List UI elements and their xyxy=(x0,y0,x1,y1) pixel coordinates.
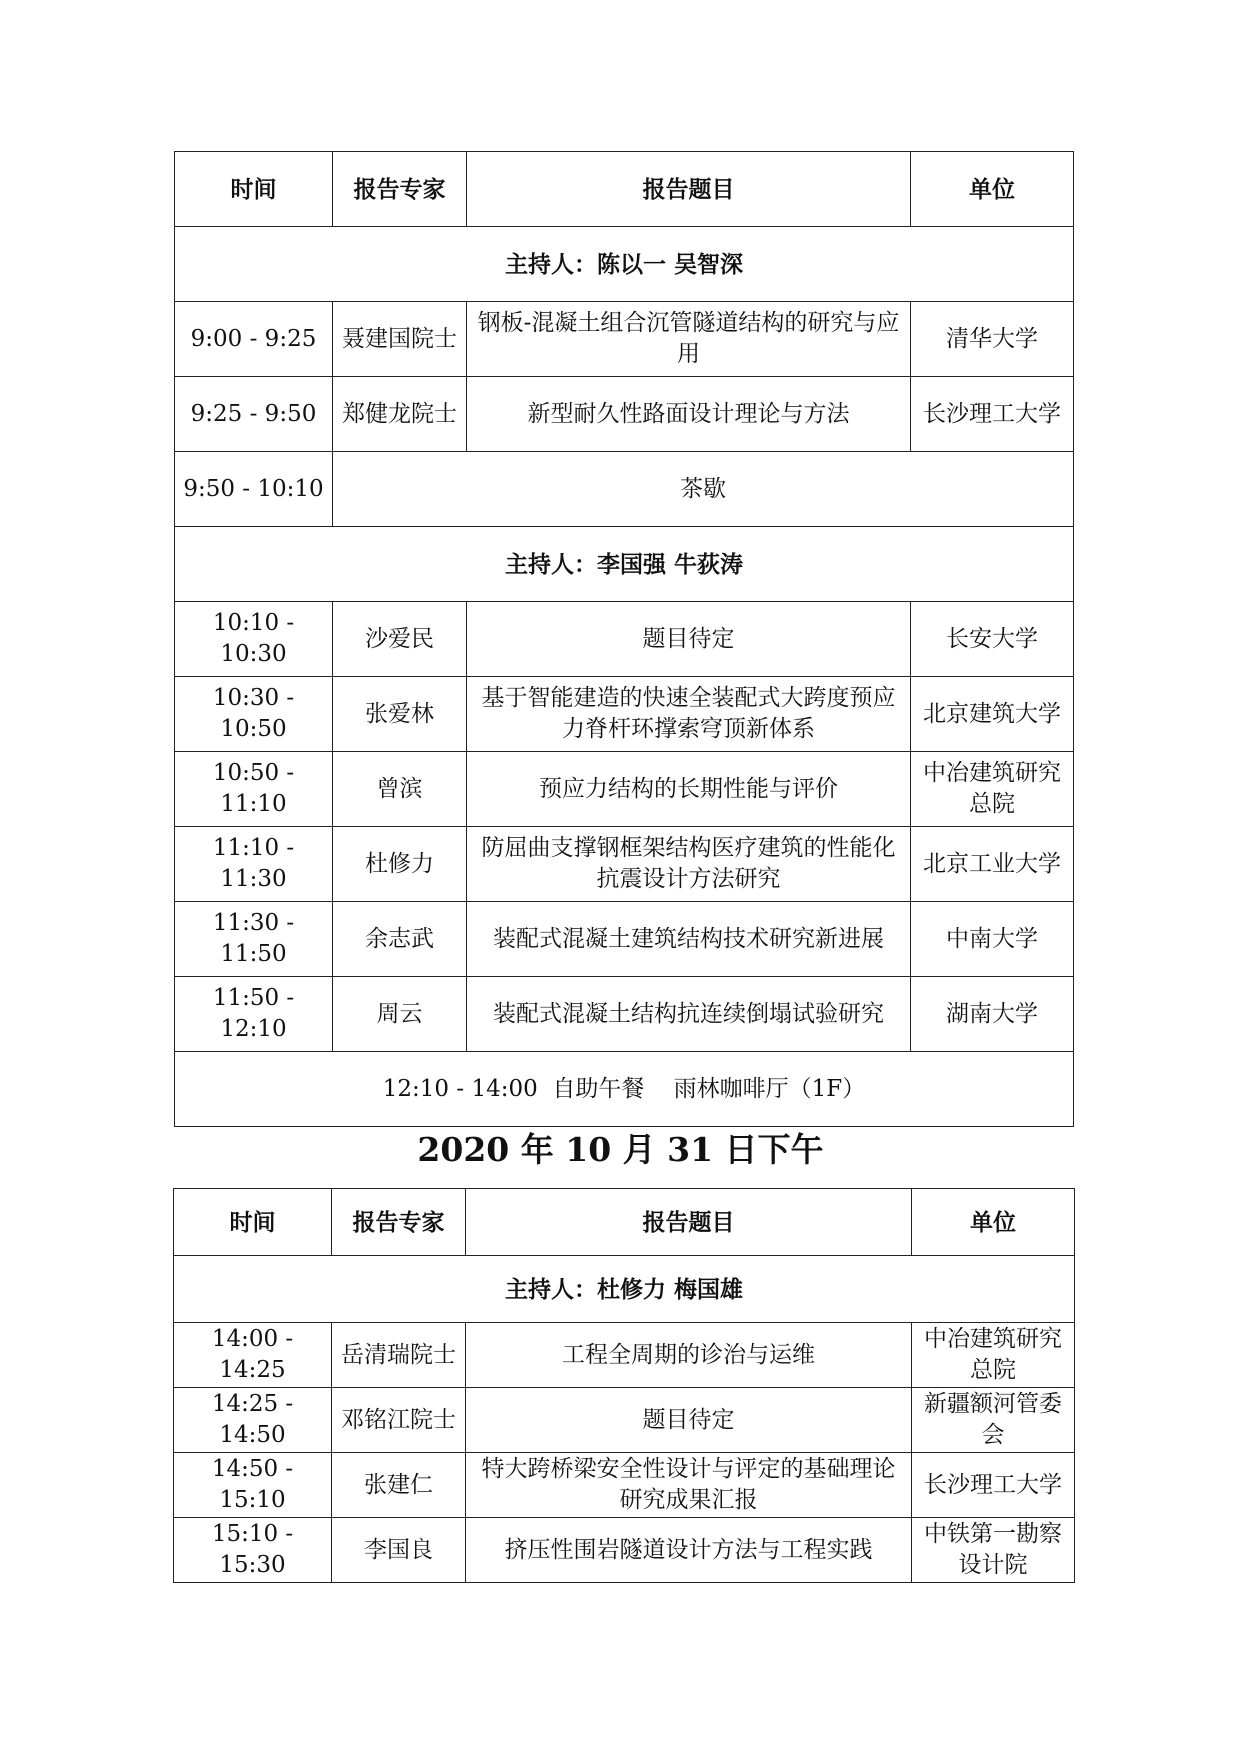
row-topic: 题目待定 xyxy=(467,602,911,677)
break-row xyxy=(175,452,1074,527)
row-unit: 新疆额河管委会 xyxy=(912,1388,1075,1453)
row-topic: 工程全周期的诊治与运维 xyxy=(466,1323,912,1388)
header-expert: 报告专家 xyxy=(333,152,467,227)
row-time: 14:25 - 14:50 xyxy=(174,1388,332,1453)
row-unit: 北京建筑大学 xyxy=(911,677,1074,752)
table-row xyxy=(175,827,1074,902)
row-time: 11:50 - 12:10 xyxy=(175,977,333,1052)
host-row xyxy=(175,527,1074,602)
row-expert: 李国良 xyxy=(332,1518,466,1583)
afternoon-section-title: 2020 年 10 月 31 日下午 xyxy=(417,1130,824,1169)
header-time: 时间 xyxy=(174,1189,332,1256)
afternoon-schedule-table xyxy=(173,1188,1075,1583)
row-time: 14:50 - 15:10 xyxy=(174,1453,332,1518)
lunch-row xyxy=(175,1052,1074,1127)
row-expert: 张爱林 xyxy=(333,677,467,752)
host-row xyxy=(175,227,1074,302)
row-time: 10:30 - 10:50 xyxy=(175,677,333,752)
row-topic: 防屈曲支撑钢框架结构医疗建筑的性能化抗震设计方法研究 xyxy=(467,827,911,902)
header-unit: 单位 xyxy=(911,152,1074,227)
row-expert: 曾滨 xyxy=(333,752,467,827)
row-expert: 周云 xyxy=(333,977,467,1052)
header-unit: 单位 xyxy=(912,1189,1075,1256)
row-topic: 装配式混凝土建筑结构技术研究新进展 xyxy=(467,902,911,977)
row-unit: 中冶建筑研究总院 xyxy=(912,1323,1075,1388)
row-time: 11:10 - 11:30 xyxy=(175,827,333,902)
table-row xyxy=(175,377,1074,452)
row-time: 10:50 - 11:10 xyxy=(175,752,333,827)
row-unit: 长安大学 xyxy=(911,602,1074,677)
row-expert: 余志武 xyxy=(333,902,467,977)
lunch-label: 12:10 - 14:00 自助午餐 雨林咖啡厅（1F） xyxy=(175,1052,1074,1127)
row-unit: 长沙理工大学 xyxy=(912,1453,1075,1518)
table-row xyxy=(174,1453,1075,1518)
row-topic: 新型耐久性路面设计理论与方法 xyxy=(467,377,911,452)
row-topic: 钢板-混凝土组合沉管隧道结构的研究与应用 xyxy=(467,302,911,377)
row-time: 10:10 - 10:30 xyxy=(175,602,333,677)
row-unit: 中铁第一勘察设计院 xyxy=(912,1518,1075,1583)
table-row xyxy=(175,902,1074,977)
break-time: 9:50 - 10:10 xyxy=(175,452,333,527)
header-topic: 报告题目 xyxy=(467,152,911,227)
table-row xyxy=(175,602,1074,677)
host-row xyxy=(174,1256,1075,1323)
table-row xyxy=(174,1518,1075,1583)
row-topic: 基于智能建造的快速全装配式大跨度预应力脊杆环撑索穹顶新体系 xyxy=(467,677,911,752)
row-expert: 邓铭江院士 xyxy=(332,1388,466,1453)
row-topic: 装配式混凝土结构抗连续倒塌试验研究 xyxy=(467,977,911,1052)
table-row xyxy=(175,302,1074,377)
row-expert: 郑健龙院士 xyxy=(333,377,467,452)
header-time: 时间 xyxy=(175,152,333,227)
header-topic: 报告题目 xyxy=(466,1189,912,1256)
table-row xyxy=(175,752,1074,827)
row-topic: 预应力结构的长期性能与评价 xyxy=(467,752,911,827)
row-unit: 北京工业大学 xyxy=(911,827,1074,902)
row-topic: 挤压性围岩隧道设计方法与工程实践 xyxy=(466,1518,912,1583)
host-label: 主持人：陈以一 吴智深 xyxy=(175,227,1074,302)
table-row xyxy=(175,977,1074,1052)
table-header-row xyxy=(174,1189,1075,1256)
table-row xyxy=(174,1323,1075,1388)
row-time: 15:10 - 15:30 xyxy=(174,1518,332,1583)
host-label: 主持人：李国强 牛荻涛 xyxy=(175,527,1074,602)
row-expert: 杜修力 xyxy=(333,827,467,902)
table-row xyxy=(174,1388,1075,1453)
row-time: 14:00 - 14:25 xyxy=(174,1323,332,1388)
row-expert: 沙爱民 xyxy=(333,602,467,677)
row-unit: 长沙理工大学 xyxy=(911,377,1074,452)
row-topic: 题目待定 xyxy=(466,1388,912,1453)
row-unit: 清华大学 xyxy=(911,302,1074,377)
row-unit: 中南大学 xyxy=(911,902,1074,977)
row-unit: 中冶建筑研究总院 xyxy=(911,752,1074,827)
morning-schedule-table xyxy=(174,151,1074,1127)
header-expert: 报告专家 xyxy=(332,1189,466,1256)
host-label: 主持人：杜修力 梅国雄 xyxy=(174,1256,1075,1323)
row-expert: 聂建国院士 xyxy=(333,302,467,377)
break-label: 茶歇 xyxy=(333,452,1074,527)
row-time: 9:25 - 9:50 xyxy=(175,377,333,452)
row-unit: 湖南大学 xyxy=(911,977,1074,1052)
row-topic: 特大跨桥梁安全性设计与评定的基础理论研究成果汇报 xyxy=(466,1453,912,1518)
row-time: 11:30 - 11:50 xyxy=(175,902,333,977)
table-row xyxy=(175,677,1074,752)
table-header-row xyxy=(175,152,1074,227)
row-expert: 岳清瑞院士 xyxy=(332,1323,466,1388)
row-expert: 张建仁 xyxy=(332,1453,466,1518)
row-time: 9:00 - 9:25 xyxy=(175,302,333,377)
